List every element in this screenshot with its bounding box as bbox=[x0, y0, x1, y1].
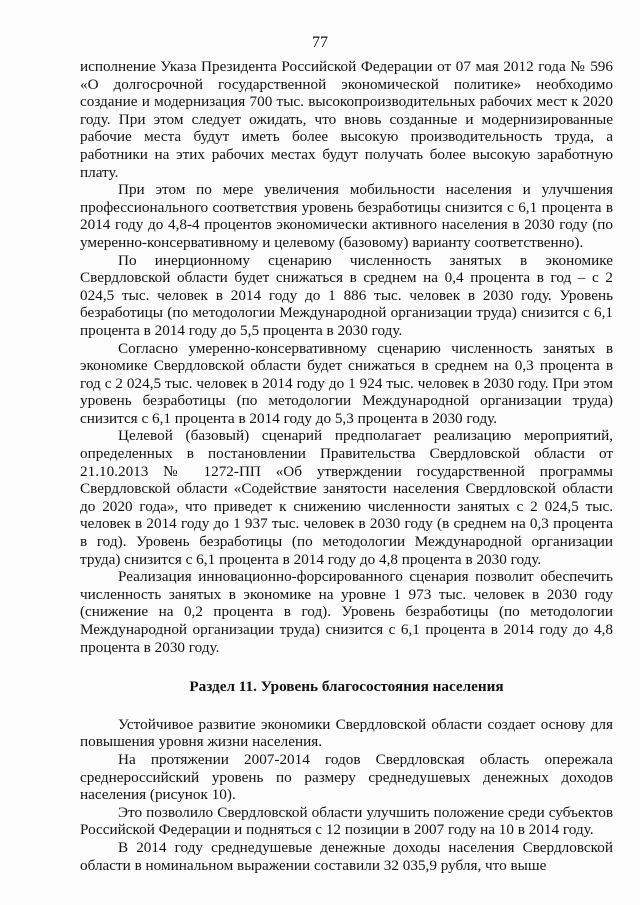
document-body bbox=[80, 58, 613, 874]
page-number: 77 bbox=[312, 34, 328, 51]
paragraph-continuation: исполнение Указа Президента Российской Федерации от 07 мая 2012 года № 596 «О долгосрочной государственной экономической политике» необходимо создание и модернизация 700 тыс. высокопроизводительных рабочих мест к 2020 году. При этом следует ожидать, что вновь созданные и модернизированные рабочие места будут иметь более высокую производительность труда, а работники на этих рабочих местах будут получать более высокую заработную плату. bbox=[80, 58, 613, 181]
paragraph-sustainable-development: Устойчивое развитие экономики Свердловской области создает основу для повышения уровня жизни населения. bbox=[80, 715, 613, 751]
paragraph-inertial-scenario: По инерционному сценарию численность занятых в экономике Свердловской области будет снижаться в среднем на 0,4 процента в год – с 2 024,5 тыс. человек в 2014 году до 1 886 тыс. человек в 2030 году. Уровень безработицы (по методологии Международной организации труда) снизится с 6,1 процента в 2014 году до 5,5 процента в 2030 году. bbox=[80, 251, 613, 339]
paragraph-moderate-conservative-scenario: Согласно умеренно-консервативному сценарию численность занятых в экономике Свердловской области будет снижаться в среднем на 0,3 процента в год с 2 024,5 тыс. человек в 2014 году до 1 924 тыс. человек в 2030 году. При этом уровень безработицы (по методологии Международной организации труда) снизится с 6,1 процента в 2014 году до 5,3 процента в 2030 году. bbox=[80, 339, 613, 427]
paragraph-target-scenario: Целевой (базовый) сценарий предполагает реализацию мероприятий, определенных в постановлении Правительства Свердловской области от 21.10.2013 № 1272-ПП «Об утверждении государственной программы Свердловской области «Содействие занятости населения Свердловской области до 2020 года», что приведет к снижению численности занятых с 2 024,5 тыс. человек в 2014 году до 1 937 тыс. человек в 2030 году (в среднем на 0,3 процента в год). Уровень безработицы (по методологии Международной организации труда) снизится с 6,1 процента в 2014 году до 4,8 процента в 2030 году. bbox=[80, 427, 613, 568]
paragraph-innovation-scenario: Реализация инновационно-форсированного сценария позволит обеспечить численность занятых в экономике на уровне 1 973 тыс. человек в 2030 году (снижение на 0,2 процента в год). Уровень безработицы (по методологии Международной организации труда) снизится с 6,1 процента в 2014 году до 4,8 процента в 2030 году. bbox=[80, 568, 613, 656]
paragraph-unemployment-overview: При этом по мере увеличения мобильности населения и улучшения профессионального соответствия уровень безработицы снизится с 6,1 процента в 2014 году до 4,8-4 процентов экономически активного населения в 2030 году (по умеренно-консервативному и целевому (базовому) варианту соответственно). bbox=[80, 181, 613, 251]
paragraph-income-2014: В 2014 году среднедушевые денежные доходы населения Свердловской области в номинальном выражении составили 32 035,9 рубля, что выше bbox=[80, 838, 613, 874]
paragraph-ranking: Это позволило Свердловской области улучшить положение среди субъектов Российской Федерации и подняться с 12 позиции в 2007 году на 10 в 2014 году. bbox=[80, 803, 613, 839]
paragraph-income-comparison: На протяжении 2007-2014 годов Свердловская область опережала среднероссийский уровень по размеру среднедушевых денежных доходов населения (рисунок 10). bbox=[80, 750, 613, 804]
section-heading: Раздел 11. Уровень благосостояния населения bbox=[189, 678, 504, 696]
